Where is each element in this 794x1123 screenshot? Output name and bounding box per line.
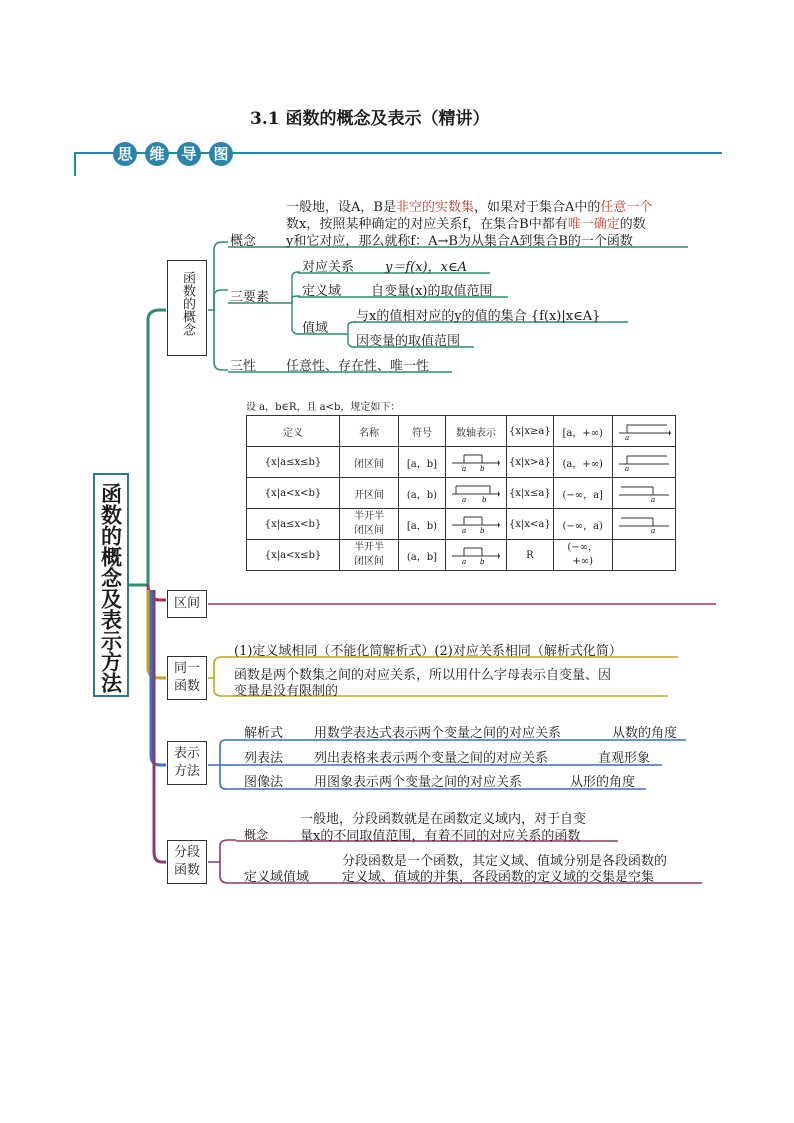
piecewise-concept-line2: 量x的不同取值范围，有着不同的对应关系的函数 — [300, 829, 581, 844]
svg-text:a: a — [650, 526, 655, 534]
table-cell: {x|a<x≤b} — [247, 540, 340, 571]
relation-expression: y＝f(x)，x∈A — [385, 260, 467, 275]
axis-diagram — [450, 480, 502, 504]
header-cell: {x|x≥a} — [507, 416, 554, 447]
table-row — [247, 540, 676, 571]
piecewise-concept-label: 概念 — [244, 828, 269, 842]
rep-name: 图像法 — [244, 775, 284, 790]
interval-symbol: (−∞，+∞) — [567, 542, 599, 567]
rep-desc: 用图象表示两个变量之间的对应关系 — [314, 775, 523, 790]
range-text1: 与x的值相对应的y的值的集合 {f(x)|x∈A} — [356, 309, 601, 324]
relation-label: 对应关系 — [302, 260, 355, 275]
page-title: 3.1 函数的概念及表示（精讲） — [250, 109, 490, 129]
concept-node-label: 函数的概念 — [180, 271, 195, 336]
axis-diagram — [617, 419, 671, 441]
rep-desc: 用数学表达式表示两个变量之间的对应关系 — [314, 726, 562, 741]
svg-text:a: a — [462, 495, 467, 504]
table-cell: (−∞，a] — [553, 478, 612, 509]
axis-cell — [612, 478, 675, 509]
axis-cell — [446, 478, 507, 509]
piecewise-concept-line1: 一般地，分段函数就是在函数定义域内，对于自变 — [300, 812, 587, 827]
table-cell: {x|x>a} — [507, 447, 554, 478]
svg-text:b: b — [482, 495, 487, 504]
rep-note: 从形的角度 — [570, 775, 636, 790]
piecewise-dr-line2: 定义域、值域的并集，各段函数的定义域的交集是空集 — [342, 870, 655, 885]
concept-label: 概念 — [230, 234, 257, 249]
concept-node — [167, 260, 207, 356]
svg-text:a: a — [462, 464, 467, 473]
piecewise-node — [167, 840, 207, 884]
table-cell — [340, 540, 399, 571]
table-cell: {x|x≤a} — [507, 478, 554, 509]
banner-char: 图 — [209, 142, 233, 166]
svg-text:a: a — [624, 433, 629, 441]
table-header-row — [247, 416, 676, 447]
root-label: 函数的概念及表示方法 — [98, 483, 124, 693]
svg-text:b: b — [480, 526, 485, 535]
concept-line2: 数x，按照某种确定的对应关系f，在集合B中都有唯一确定的数 — [286, 217, 646, 232]
rep-desc: 列出表格来表示两个变量之间的对应关系 — [314, 751, 549, 766]
same-function-line3: 变量是没有限制的 — [234, 684, 339, 699]
table-cell: {x|a≤x≤b} — [247, 447, 340, 478]
range-label: 值域 — [302, 321, 329, 336]
table-cell: (a，+∞) — [553, 447, 612, 478]
three-props-text: 任意性、存在性、唯一性 — [286, 359, 430, 374]
header-cell: 符号 — [399, 416, 446, 447]
table-cell — [553, 540, 612, 571]
root-node — [93, 473, 129, 697]
table-row — [247, 509, 676, 540]
table-cell: 闭区间 — [340, 447, 399, 478]
axis-cell — [612, 509, 675, 540]
svg-text:b: b — [480, 464, 485, 473]
axis-diagram — [617, 512, 671, 534]
header-cell: 名称 — [340, 416, 399, 447]
representation-label: 表示方法 — [173, 746, 200, 779]
axis-diagram — [450, 449, 502, 473]
same-function-label: 同一函数 — [173, 661, 200, 694]
rep-name: 列表法 — [244, 751, 284, 766]
table-cell: (a，b] — [399, 540, 446, 571]
table-cell: R — [507, 540, 554, 571]
same-function-line2: 函数是两个数集之间的对应关系，所以用什么字母表示自变量、因 — [234, 668, 612, 683]
axis-diagram — [450, 542, 502, 566]
piecewise-dr-line1: 分段函数是一个函数，其定义域、值域分别是各段函数的 — [342, 854, 668, 869]
axis-diagram — [617, 450, 671, 472]
axis-cell — [446, 509, 507, 540]
concept-line3: y和它对应，那么就称f：A→B为从集合A到集合B的一个函数 — [286, 234, 633, 249]
domain-label: 定义域 — [302, 284, 342, 299]
interval-name: 半开半闭区间 — [354, 542, 384, 567]
svg-text:a: a — [462, 526, 467, 535]
same-function-line1: (1)定义域相同（不能化简解析式）(2)对应关系相同（解析式化简） — [234, 644, 622, 659]
header-cell: 定义 — [247, 416, 340, 447]
representation-node — [167, 741, 207, 785]
piecewise-label: 分段函数 — [173, 845, 200, 878]
concept-line1: 一般地，设A，B是非空的实数集，如果对于集合A中的任意一个 — [286, 200, 653, 215]
interval-table — [246, 415, 676, 571]
axis-diagram — [617, 481, 671, 503]
table-cell: (−∞，a) — [553, 509, 612, 540]
table-cell: {x|a<x<b} — [247, 478, 340, 509]
header-cell: 数轴表示 — [446, 416, 507, 447]
rep-note: 直观形象 — [598, 751, 651, 766]
banner-char: 思 — [113, 142, 137, 166]
table-cell: [a，b] — [399, 447, 446, 478]
header-cell: [a，+∞) — [553, 416, 612, 447]
banner-char: 导 — [177, 142, 201, 166]
same-function-node — [167, 656, 207, 700]
three-elements-label: 三要素 — [230, 290, 270, 305]
table-cell: 开区间 — [340, 478, 399, 509]
interval-name: 半开半闭区间 — [354, 511, 384, 536]
rep-name: 解析式 — [244, 726, 284, 741]
svg-text:a: a — [462, 557, 467, 566]
interval-intro: 设 a，b∈R，且 a<b，规定如下： — [246, 402, 401, 413]
piecewise-dr-label: 定义域值域 — [244, 870, 310, 885]
table-cell: (a，b) — [399, 478, 446, 509]
svg-text:a: a — [624, 464, 629, 472]
table-cell: [a，b) — [399, 509, 446, 540]
banner-char: 维 — [145, 142, 169, 166]
table-cell — [340, 509, 399, 540]
svg-text:b: b — [480, 557, 485, 566]
rep-note: 从数的角度 — [612, 726, 678, 741]
table-row — [247, 478, 676, 509]
table-cell: {x|x<a} — [507, 509, 554, 540]
three-props-label: 三性 — [230, 359, 257, 374]
table-cell — [612, 540, 675, 571]
table-row — [247, 447, 676, 478]
table-cell: {x|a≤x<b} — [247, 509, 340, 540]
interval-node: 区间 — [167, 590, 207, 618]
svg-text:a: a — [650, 495, 655, 503]
axis-diagram — [450, 511, 502, 535]
axis-cell — [612, 447, 675, 478]
axis-cell — [446, 447, 507, 478]
axis-cell — [612, 416, 675, 447]
axis-cell — [446, 540, 507, 571]
range-text2: 因变量的取值范围 — [356, 334, 461, 349]
domain-text: 自变量(x)的取值范围 — [371, 284, 493, 299]
